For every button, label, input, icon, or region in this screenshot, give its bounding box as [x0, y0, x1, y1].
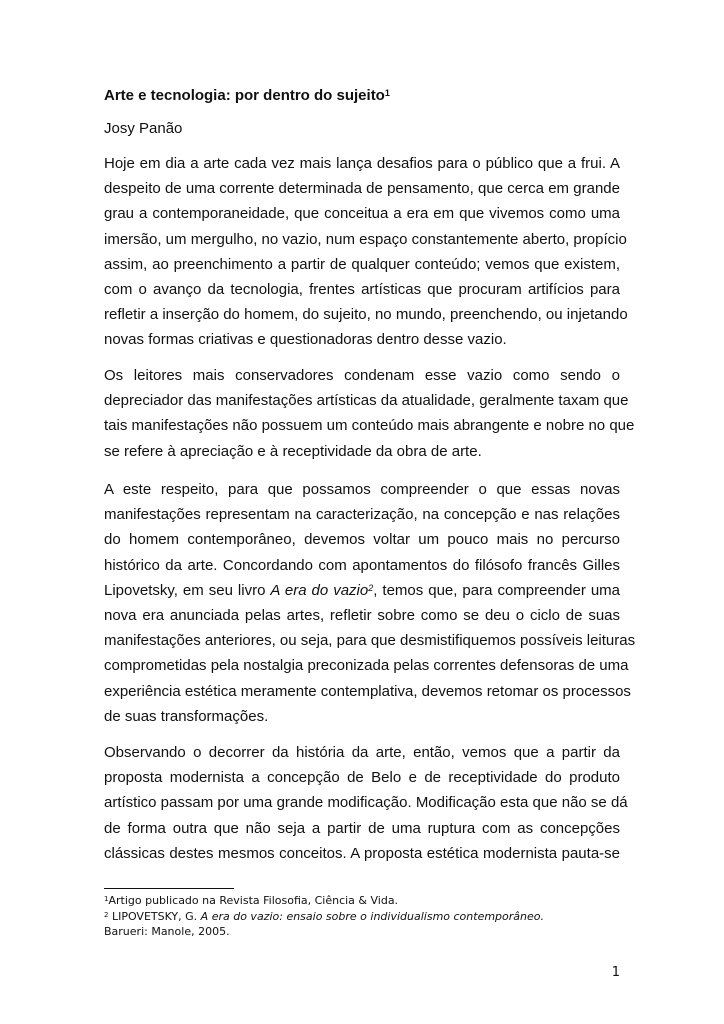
footnote-2-book-title: A era do vazio: ensaio sobre o individualismo contemporâneo. [200, 909, 544, 923]
footnote-ref-2: 2 [368, 582, 374, 593]
paragraph-line: com o avanço da tecnologia, frentes artísticas que procuram artifícios para [104, 280, 620, 298]
paragraph-line-with-citation [104, 578, 620, 603]
paragraph-line: A este respeito, para que possamos compreender o que essas novas [104, 481, 620, 498]
book-title-italic: A era do vazio [270, 581, 369, 599]
paragraph-line: Os leitores mais conservadores condenam esse vazio como sendo o [104, 367, 620, 384]
title-text: Arte e tecnologia: por dentro do sujeito [104, 87, 385, 104]
paragraph-line: despeito de uma corrente determinada de pensamento, que cerca em grande [104, 180, 620, 198]
paragraph-line: manifestações anteriores, ou seja, para que desmistifiquemos possíveis leituras [104, 632, 636, 650]
paragraph-line: nova era anunciada pelas artes, refletir sobre como se deu o ciclo de suas [104, 606, 620, 624]
paragraph-line: de forma outra que não seja a partir de uma ruptura com as concepções [104, 819, 620, 837]
paragraph-line: tais manifestações não possuem um conteúdo mais abrangente e nobre no que [104, 417, 635, 435]
title-footnote-ref: 1 [384, 88, 390, 98]
paragraph-line: de suas transformações. [104, 707, 269, 725]
paragraph-line: grau a contemporaneidade, que conceitua a era em que vivemos como uma [104, 205, 620, 223]
paragraph-3 [104, 477, 636, 729]
paragraph-2 [104, 363, 635, 464]
citation-line-before: Lipovetsky, em seu livro [104, 581, 271, 599]
paragraph-line: novas formas criativas e questionadoras dentro desse vazio. [104, 331, 507, 349]
footnote-1-ref: 1 [104, 895, 109, 903]
paragraph-line: clássicas destes mesmos conceitos. A proposta estética modernista pauta-se [104, 844, 620, 862]
paragraph-line: Hoje em dia a arte cada vez mais lança desafios para o público que a frui. A [104, 155, 620, 172]
footnote-2-continuation: Barueri: Manole, 2005. [104, 925, 230, 938]
paragraph-line: assim, ao preenchimento a partir de qualquer conteúdo; vemos que existem, [104, 255, 620, 273]
paragraph-line: imersão, um mergulho, no vazio, num espaço constantemente aberto, propício [104, 230, 627, 248]
citation-line-after: , temos que, para compreender uma [373, 581, 620, 599]
paragraph-1 [104, 151, 628, 353]
footnote-2 [104, 909, 624, 925]
paragraph-line: histórico da arte. Concordando com apontamentos do filósofo francês Gilles [104, 556, 620, 574]
paragraph-line: manifestações representam na caracterização, na concepção e nas relações [104, 506, 620, 524]
footnote-2-ref: 2 [104, 910, 109, 919]
paragraph-line: refletir a inserção do homem, do sujeito, no mundo, preenchendo, ou injetando [104, 306, 628, 324]
paragraph-line: depreciador das manifestações artísticas da atualidade, geralmente taxam que [104, 392, 629, 410]
paragraph-line: artístico passam por uma grande modificação. Modificação esta que não se dá [104, 794, 628, 812]
footnotes [104, 893, 624, 940]
paragraph-line: se refere à apreciação e à receptividade da obra de arte. [104, 442, 482, 460]
footnote-separator [104, 888, 234, 889]
author-name: Josy Panão [104, 120, 183, 137]
paragraph-line: proposta modernista a concepção de Belo e de receptividade do produto [104, 769, 620, 787]
footnote-2-author: LIPOVETSKY, G. [108, 909, 201, 923]
document-title [104, 86, 390, 106]
paragraph-4 [104, 740, 628, 866]
paragraph-line: do homem contemporâneo, devemos voltar um pouco mais no percurso [104, 531, 620, 549]
paragraph-line: Observando o decorrer da história da arte, então, vemos que a partir da [104, 744, 620, 761]
footnote-1-text: Artigo publicado na Revista Filosofia, Ciência & Vida. [108, 894, 399, 907]
paragraph-line: experiência estética meramente contemplativa, devemos retomar os processos [104, 682, 631, 700]
paragraph-line: comprometidas pela nostalgia preconizada pelas correntes defensoras de uma [104, 657, 629, 675]
footnote-1 [104, 893, 624, 909]
page-number: 1 [611, 965, 620, 980]
